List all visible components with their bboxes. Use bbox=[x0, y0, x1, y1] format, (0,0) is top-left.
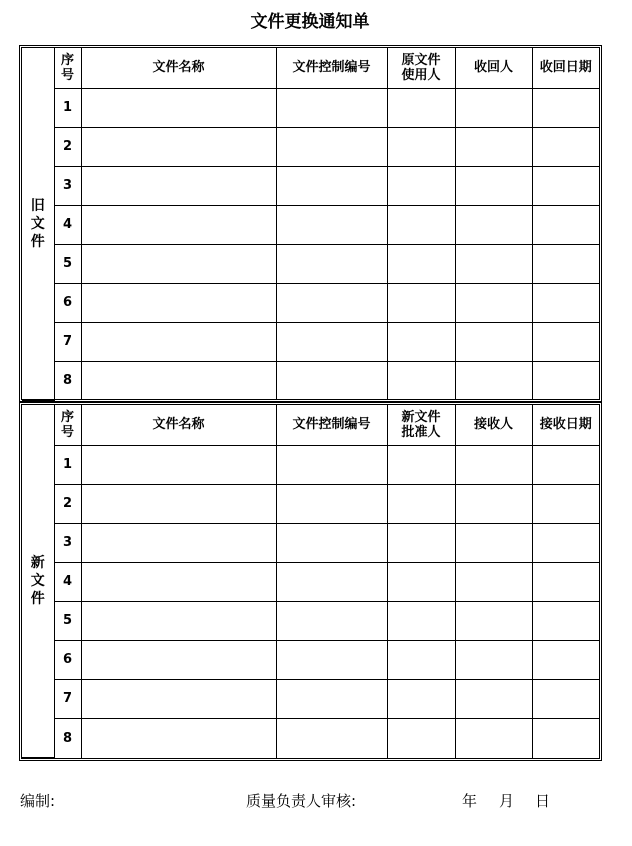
row-number: 1 bbox=[54, 445, 81, 484]
file-control-number-cell[interactable] bbox=[276, 127, 387, 166]
receiver-cell[interactable] bbox=[455, 322, 532, 361]
date-cell[interactable] bbox=[532, 166, 599, 205]
file-name-cell[interactable] bbox=[81, 484, 276, 523]
file-name-cell[interactable] bbox=[81, 322, 276, 361]
row-number: 4 bbox=[54, 205, 81, 244]
person-cell[interactable] bbox=[387, 445, 455, 484]
file-name-cell[interactable] bbox=[81, 166, 276, 205]
date-cell[interactable] bbox=[532, 718, 599, 757]
receiver-cell[interactable] bbox=[455, 718, 532, 757]
header-receiver: 接收人 bbox=[455, 405, 532, 445]
table-row bbox=[22, 718, 599, 757]
date-cell[interactable] bbox=[532, 88, 599, 127]
header-file-name: 文件名称 bbox=[81, 405, 276, 445]
file-control-number-cell[interactable] bbox=[276, 523, 387, 562]
new-files-section-label: 新 文 件 bbox=[22, 405, 54, 758]
year-label: 年 bbox=[462, 792, 478, 810]
date-cell[interactable] bbox=[532, 679, 599, 718]
header-file-control-number: 文件控制编号 bbox=[276, 405, 387, 445]
table-row bbox=[22, 205, 599, 244]
person-cell[interactable] bbox=[387, 244, 455, 283]
date-cell[interactable] bbox=[532, 205, 599, 244]
file-control-number-cell[interactable] bbox=[276, 205, 387, 244]
file-name-cell[interactable] bbox=[81, 679, 276, 718]
month-label: 月 bbox=[499, 792, 515, 810]
header-original-user: 原文件 使用人 bbox=[387, 48, 455, 88]
file-name-cell[interactable] bbox=[81, 445, 276, 484]
receiver-cell[interactable] bbox=[455, 640, 532, 679]
file-name-cell[interactable] bbox=[81, 127, 276, 166]
old-files-section-label: 旧 文 件 bbox=[22, 48, 54, 400]
file-name-cell[interactable] bbox=[81, 562, 276, 601]
person-cell[interactable] bbox=[387, 166, 455, 205]
person-cell[interactable] bbox=[387, 523, 455, 562]
person-cell[interactable] bbox=[387, 718, 455, 757]
person-cell[interactable] bbox=[387, 283, 455, 322]
table-row bbox=[22, 88, 599, 127]
table-row bbox=[22, 640, 599, 679]
document-title: 文件更换通知单 bbox=[250, 12, 370, 32]
date-cell[interactable] bbox=[532, 361, 599, 400]
row-number: 1 bbox=[54, 88, 81, 127]
date-cell[interactable] bbox=[532, 523, 599, 562]
file-name-cell[interactable] bbox=[81, 361, 276, 400]
header-new-file-approver: 新文件 批准人 bbox=[387, 405, 455, 445]
table-row bbox=[22, 679, 599, 718]
row-number: 6 bbox=[54, 283, 81, 322]
row-number: 4 bbox=[54, 562, 81, 601]
table-row bbox=[22, 127, 599, 166]
file-control-number-cell[interactable] bbox=[276, 562, 387, 601]
new-files-table-frame bbox=[19, 402, 602, 761]
file-name-cell[interactable] bbox=[81, 640, 276, 679]
table-row bbox=[22, 523, 599, 562]
file-control-number-cell[interactable] bbox=[276, 166, 387, 205]
person-cell[interactable] bbox=[387, 640, 455, 679]
person-cell[interactable] bbox=[387, 562, 455, 601]
file-name-cell[interactable] bbox=[81, 283, 276, 322]
file-control-number-cell[interactable] bbox=[276, 88, 387, 127]
table-row bbox=[22, 322, 599, 361]
table-row bbox=[22, 484, 599, 523]
row-number: 6 bbox=[54, 640, 81, 679]
table-row bbox=[22, 244, 599, 283]
header-file-name: 文件名称 bbox=[81, 48, 276, 88]
date-cell[interactable] bbox=[532, 640, 599, 679]
file-name-cell[interactable] bbox=[81, 88, 276, 127]
date-cell[interactable] bbox=[532, 562, 599, 601]
header-file-control-number: 文件控制编号 bbox=[276, 48, 387, 88]
file-control-number-cell[interactable] bbox=[276, 601, 387, 640]
receiver-cell[interactable] bbox=[455, 361, 532, 400]
file-control-number-cell[interactable] bbox=[276, 484, 387, 523]
receiver-cell[interactable] bbox=[455, 562, 532, 601]
header-receive-date: 接收日期 bbox=[532, 405, 599, 445]
person-cell[interactable] bbox=[387, 601, 455, 640]
row-number: 3 bbox=[54, 166, 81, 205]
file-name-cell[interactable] bbox=[81, 601, 276, 640]
table-row bbox=[22, 283, 599, 322]
date-cell[interactable] bbox=[532, 601, 599, 640]
date-cell[interactable] bbox=[532, 445, 599, 484]
new-table-header-row bbox=[22, 405, 599, 445]
person-cell[interactable] bbox=[387, 484, 455, 523]
receiver-cell[interactable] bbox=[455, 88, 532, 127]
file-name-cell[interactable] bbox=[81, 244, 276, 283]
quality-reviewer-label: 质量负责人审核: bbox=[246, 792, 357, 810]
table-row bbox=[22, 166, 599, 205]
row-number: 7 bbox=[54, 679, 81, 718]
file-control-number-cell[interactable] bbox=[276, 640, 387, 679]
row-number: 5 bbox=[54, 244, 81, 283]
row-number: 8 bbox=[54, 718, 81, 757]
day-label: 日 bbox=[535, 792, 551, 810]
row-number: 8 bbox=[54, 361, 81, 400]
file-control-number-cell[interactable] bbox=[276, 361, 387, 400]
receiver-cell[interactable] bbox=[455, 484, 532, 523]
receiver-cell[interactable] bbox=[455, 283, 532, 322]
date-cell[interactable] bbox=[532, 322, 599, 361]
row-number: 3 bbox=[54, 523, 81, 562]
file-control-number-cell[interactable] bbox=[276, 679, 387, 718]
date-cell[interactable] bbox=[532, 244, 599, 283]
receiver-cell[interactable] bbox=[455, 205, 532, 244]
old-files-table-frame bbox=[19, 45, 602, 402]
receiver-cell[interactable] bbox=[455, 127, 532, 166]
person-cell[interactable] bbox=[387, 205, 455, 244]
prepared-by-label: 编制: bbox=[20, 792, 56, 810]
date-cell[interactable] bbox=[532, 127, 599, 166]
person-cell[interactable] bbox=[387, 361, 455, 400]
file-control-number-cell[interactable] bbox=[276, 718, 387, 757]
header-seq: 序 号 bbox=[54, 405, 81, 445]
row-number: 7 bbox=[54, 322, 81, 361]
receiver-cell[interactable] bbox=[455, 244, 532, 283]
file-name-cell[interactable] bbox=[81, 205, 276, 244]
table-row bbox=[22, 445, 599, 484]
date-cell[interactable] bbox=[532, 484, 599, 523]
row-number: 2 bbox=[54, 127, 81, 166]
receiver-cell[interactable] bbox=[455, 679, 532, 718]
file-control-number-cell[interactable] bbox=[276, 445, 387, 484]
file-control-number-cell[interactable] bbox=[276, 244, 387, 283]
file-name-cell[interactable] bbox=[81, 523, 276, 562]
receiver-cell[interactable] bbox=[455, 601, 532, 640]
header-recaller: 收回人 bbox=[455, 48, 532, 88]
receiver-cell[interactable] bbox=[455, 166, 532, 205]
receiver-cell[interactable] bbox=[455, 445, 532, 484]
header-recall-date: 收回日期 bbox=[532, 48, 599, 88]
person-cell[interactable] bbox=[387, 88, 455, 127]
person-cell[interactable] bbox=[387, 127, 455, 166]
receiver-cell[interactable] bbox=[455, 523, 532, 562]
table-row bbox=[22, 361, 599, 400]
person-cell[interactable] bbox=[387, 679, 455, 718]
table-row bbox=[22, 601, 599, 640]
file-control-number-cell[interactable] bbox=[276, 322, 387, 361]
new-files-table bbox=[22, 405, 599, 758]
file-name-cell[interactable] bbox=[81, 718, 276, 757]
old-table-header-row bbox=[22, 48, 599, 88]
header-seq: 序 号 bbox=[54, 48, 81, 88]
old-files-table bbox=[22, 48, 599, 401]
person-cell[interactable] bbox=[387, 322, 455, 361]
row-number: 2 bbox=[54, 484, 81, 523]
row-number: 5 bbox=[54, 601, 81, 640]
file-control-number-cell[interactable] bbox=[276, 283, 387, 322]
table-row bbox=[22, 562, 599, 601]
date-cell[interactable] bbox=[532, 283, 599, 322]
